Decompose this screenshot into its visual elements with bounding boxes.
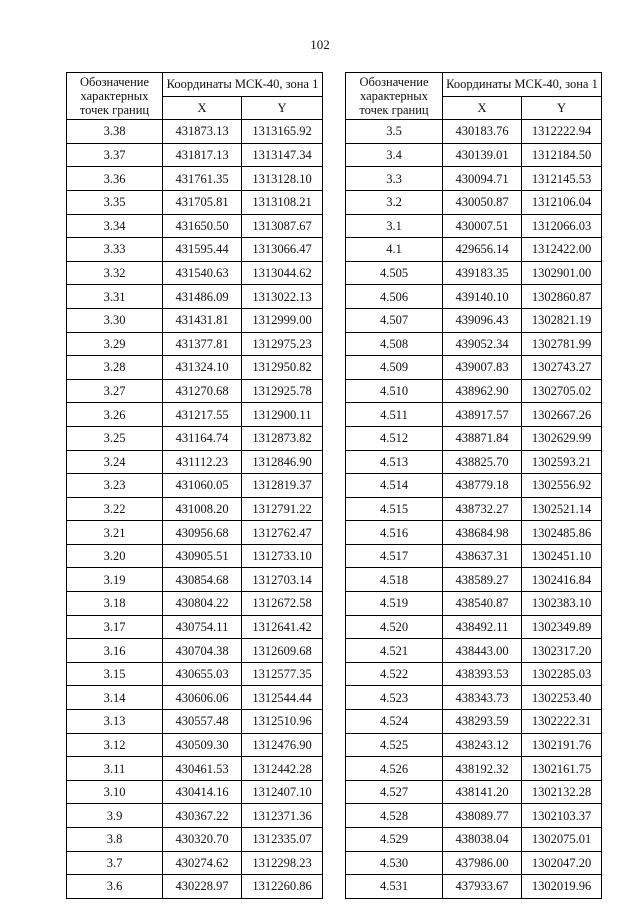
x-coordinate-cell: 431164.74: [163, 426, 242, 450]
x-coordinate-cell: 431324.10: [163, 356, 242, 380]
x-coordinate-cell: 438684.98: [443, 521, 522, 545]
table-row: [346, 497, 602, 521]
table-row: [67, 474, 323, 498]
x-coordinate-cell: 438293.59: [443, 710, 522, 734]
y-coordinate-cell: 1302901.00: [522, 261, 602, 285]
y-coordinate-cell: 1312510.96: [242, 710, 323, 734]
table-row: [67, 568, 323, 592]
point-id-cell: 4.524: [346, 710, 443, 734]
point-id-cell: 3.23: [67, 474, 163, 498]
y-coordinate-cell: 1313165.92: [242, 120, 323, 144]
point-id-cell: 4.518: [346, 568, 443, 592]
y-coordinate-cell: 1302860.87: [522, 285, 602, 309]
y-coordinate-cell: 1302161.75: [522, 757, 602, 781]
table-row: [67, 190, 323, 214]
x-coordinate-cell: 438825.70: [443, 450, 522, 474]
point-id-cell: 4.1: [346, 238, 443, 262]
point-id-cell: 3.38: [67, 120, 163, 144]
point-id-cell: 4.516: [346, 521, 443, 545]
y-coordinate-cell: 1302222.31: [522, 710, 602, 734]
table-row: [67, 615, 323, 639]
table-row: [67, 733, 323, 757]
y-coordinate-cell: 1312609.68: [242, 639, 323, 663]
y-coordinate-cell: 1302521.14: [522, 497, 602, 521]
x-coordinate-cell: 438962.90: [443, 379, 522, 403]
table-row: [346, 710, 602, 734]
table-row: [67, 450, 323, 474]
x-coordinate-cell: 438779.18: [443, 474, 522, 498]
table-row: [346, 120, 602, 144]
header-y: Y: [242, 96, 323, 120]
y-coordinate-cell: 1302416.84: [522, 568, 602, 592]
y-coordinate-cell: 1312925.78: [242, 379, 323, 403]
table-row: [67, 214, 323, 238]
y-coordinate-cell: 1312442.28: [242, 757, 323, 781]
y-coordinate-cell: 1312672.58: [242, 592, 323, 616]
table-row: [67, 828, 323, 852]
point-id-cell: 3.37: [67, 143, 163, 167]
table-row: [67, 662, 323, 686]
table-row: [67, 356, 323, 380]
point-id-cell: 3.4: [346, 143, 443, 167]
header-coordinates: Координаты МСК-40, зона 1: [443, 73, 602, 97]
point-id-cell: 4.526: [346, 757, 443, 781]
y-coordinate-cell: 1302667.26: [522, 403, 602, 427]
x-coordinate-cell: 438141.20: [443, 780, 522, 804]
point-id-cell: 4.505: [346, 261, 443, 285]
point-id-cell: 3.1: [346, 214, 443, 238]
point-id-cell: 4.520: [346, 615, 443, 639]
y-coordinate-cell: 1302383.10: [522, 592, 602, 616]
table-row: [346, 757, 602, 781]
table-row: [346, 568, 602, 592]
y-coordinate-cell: 1312544.44: [242, 686, 323, 710]
table-row: [67, 308, 323, 332]
x-coordinate-cell: 438393.53: [443, 662, 522, 686]
x-coordinate-cell: 430183.76: [443, 120, 522, 144]
point-id-cell: 4.508: [346, 332, 443, 356]
x-coordinate-cell: 430509.30: [163, 733, 242, 757]
table-row: [346, 403, 602, 427]
y-coordinate-cell: 1312298.23: [242, 851, 323, 875]
y-coordinate-cell: 1302103.37: [522, 804, 602, 828]
x-coordinate-cell: 431431.81: [163, 308, 242, 332]
y-coordinate-cell: 1312791.22: [242, 497, 323, 521]
table-row: [346, 662, 602, 686]
x-coordinate-cell: 438038.04: [443, 828, 522, 852]
point-id-cell: 4.522: [346, 662, 443, 686]
y-coordinate-cell: 1302075.01: [522, 828, 602, 852]
x-coordinate-cell: 430367.22: [163, 804, 242, 828]
x-coordinate-cell: 431817.13: [163, 143, 242, 167]
y-coordinate-cell: 1312733.10: [242, 544, 323, 568]
table-row: [346, 521, 602, 545]
y-coordinate-cell: 1312145.53: [522, 167, 602, 191]
y-coordinate-cell: 1313044.62: [242, 261, 323, 285]
x-coordinate-cell: 431270.68: [163, 379, 242, 403]
x-coordinate-cell: 431761.35: [163, 167, 242, 191]
point-id-cell: 3.16: [67, 639, 163, 663]
y-coordinate-cell: 1312975.23: [242, 332, 323, 356]
point-id-cell: 4.529: [346, 828, 443, 852]
point-id-cell: 3.26: [67, 403, 163, 427]
y-coordinate-cell: 1302019.96: [522, 875, 602, 899]
x-coordinate-cell: 431008.20: [163, 497, 242, 521]
x-coordinate-cell: 439140.10: [443, 285, 522, 309]
x-coordinate-cell: 438540.87: [443, 592, 522, 616]
x-coordinate-cell: 438492.11: [443, 615, 522, 639]
table-row: [346, 356, 602, 380]
y-coordinate-cell: 1312999.00: [242, 308, 323, 332]
table-row: [346, 285, 602, 309]
point-id-cell: 4.515: [346, 497, 443, 521]
x-coordinate-cell: 431377.81: [163, 332, 242, 356]
table-row: [346, 308, 602, 332]
y-coordinate-cell: 1312846.90: [242, 450, 323, 474]
x-coordinate-cell: 430905.51: [163, 544, 242, 568]
x-coordinate-cell: 431060.05: [163, 474, 242, 498]
x-coordinate-cell: 439007.83: [443, 356, 522, 380]
point-id-cell: 4.523: [346, 686, 443, 710]
table-row: [67, 261, 323, 285]
x-coordinate-cell: 431873.13: [163, 120, 242, 144]
point-id-cell: 4.514: [346, 474, 443, 498]
y-coordinate-cell: 1313022.13: [242, 285, 323, 309]
table-row: [346, 450, 602, 474]
x-coordinate-cell: 438917.57: [443, 403, 522, 427]
table-row: [346, 474, 602, 498]
x-coordinate-cell: 438871.84: [443, 426, 522, 450]
table-row: [346, 544, 602, 568]
y-coordinate-cell: 1302317.20: [522, 639, 602, 663]
y-coordinate-cell: 1313128.10: [242, 167, 323, 191]
table-row: [67, 167, 323, 191]
point-id-cell: 3.10: [67, 780, 163, 804]
point-id-cell: 3.19: [67, 568, 163, 592]
table-row: [346, 828, 602, 852]
y-coordinate-cell: 1312335.07: [242, 828, 323, 852]
coordinates-table-left: [66, 72, 323, 899]
table-row: [67, 544, 323, 568]
x-coordinate-cell: 430414.16: [163, 780, 242, 804]
x-coordinate-cell: 431217.55: [163, 403, 242, 427]
table-row: [67, 497, 323, 521]
y-coordinate-cell: 1302705.02: [522, 379, 602, 403]
point-id-cell: 3.32: [67, 261, 163, 285]
y-coordinate-cell: 1312950.82: [242, 356, 323, 380]
point-id-cell: 3.7: [67, 851, 163, 875]
point-id-cell: 3.18: [67, 592, 163, 616]
point-id-cell: 4.521: [346, 639, 443, 663]
point-id-cell: 3.13: [67, 710, 163, 734]
header-coordinates: Координаты МСК-40, зона 1: [163, 73, 323, 97]
point-id-cell: 3.34: [67, 214, 163, 238]
point-id-cell: 3.5: [346, 120, 443, 144]
table-row: [67, 521, 323, 545]
x-coordinate-cell: 431486.09: [163, 285, 242, 309]
x-coordinate-cell: 430854.68: [163, 568, 242, 592]
table-row: [67, 757, 323, 781]
y-coordinate-cell: 1302451.10: [522, 544, 602, 568]
point-id-cell: 4.527: [346, 780, 443, 804]
table-row: [346, 639, 602, 663]
header-x: X: [163, 96, 242, 120]
y-coordinate-cell: 1302191.76: [522, 733, 602, 757]
table-row: [67, 143, 323, 167]
x-coordinate-cell: 430704.38: [163, 639, 242, 663]
table-row: [67, 592, 323, 616]
table-row: [346, 592, 602, 616]
point-id-cell: 3.12: [67, 733, 163, 757]
table-row: [346, 686, 602, 710]
table-row: [346, 875, 602, 899]
point-id-cell: 3.25: [67, 426, 163, 450]
y-coordinate-cell: 1312422.00: [522, 238, 602, 262]
x-coordinate-cell: 430050.87: [443, 190, 522, 214]
x-coordinate-cell: 430754.11: [163, 615, 242, 639]
point-id-cell: 3.15: [67, 662, 163, 686]
x-coordinate-cell: 438243.12: [443, 733, 522, 757]
y-coordinate-cell: 1313147.34: [242, 143, 323, 167]
y-coordinate-cell: 1302781.99: [522, 332, 602, 356]
point-id-cell: 3.35: [67, 190, 163, 214]
x-coordinate-cell: 430274.62: [163, 851, 242, 875]
point-id-cell: 3.27: [67, 379, 163, 403]
table-row: [67, 120, 323, 144]
point-id-cell: 3.2: [346, 190, 443, 214]
point-id-cell: 3.24: [67, 450, 163, 474]
table-row: [67, 426, 323, 450]
header-y: Y: [522, 96, 602, 120]
coordinates-table-right: [345, 72, 602, 899]
point-id-cell: 4.511: [346, 403, 443, 427]
y-coordinate-cell: 1312222.94: [522, 120, 602, 144]
table-row: [67, 403, 323, 427]
x-coordinate-cell: 431595.44: [163, 238, 242, 262]
point-id-cell: 3.33: [67, 238, 163, 262]
y-coordinate-cell: 1302743.27: [522, 356, 602, 380]
point-id-cell: 3.21: [67, 521, 163, 545]
x-coordinate-cell: 430557.48: [163, 710, 242, 734]
x-coordinate-cell: 430139.01: [443, 143, 522, 167]
table-row: [346, 733, 602, 757]
y-coordinate-cell: 1312641.42: [242, 615, 323, 639]
x-coordinate-cell: 430007.51: [443, 214, 522, 238]
point-id-cell: 4.519: [346, 592, 443, 616]
y-coordinate-cell: 1312873.82: [242, 426, 323, 450]
table-row: [346, 167, 602, 191]
table-row: [346, 851, 602, 875]
y-coordinate-cell: 1302821.19: [522, 308, 602, 332]
y-coordinate-cell: 1312900.11: [242, 403, 323, 427]
x-coordinate-cell: 438637.31: [443, 544, 522, 568]
table-row: [67, 686, 323, 710]
y-coordinate-cell: 1312371.36: [242, 804, 323, 828]
y-coordinate-cell: 1313087.67: [242, 214, 323, 238]
x-coordinate-cell: 430228.97: [163, 875, 242, 899]
x-coordinate-cell: 439183.35: [443, 261, 522, 285]
y-coordinate-cell: 1302593.21: [522, 450, 602, 474]
table-row: [67, 804, 323, 828]
x-coordinate-cell: 431705.81: [163, 190, 242, 214]
point-id-cell: 4.512: [346, 426, 443, 450]
y-coordinate-cell: 1312762.47: [242, 521, 323, 545]
x-coordinate-cell: 430804.22: [163, 592, 242, 616]
x-coordinate-cell: 437933.67: [443, 875, 522, 899]
y-coordinate-cell: 1302132.28: [522, 780, 602, 804]
x-coordinate-cell: 430094.71: [443, 167, 522, 191]
point-id-cell: 3.28: [67, 356, 163, 380]
y-coordinate-cell: 1313108.21: [242, 190, 323, 214]
x-coordinate-cell: 430461.53: [163, 757, 242, 781]
point-id-cell: 4.510: [346, 379, 443, 403]
table-row: [67, 875, 323, 899]
table-row: [346, 143, 602, 167]
point-id-cell: 3.31: [67, 285, 163, 309]
y-coordinate-cell: 1302485.86: [522, 521, 602, 545]
table-row: [346, 261, 602, 285]
x-coordinate-cell: 438589.27: [443, 568, 522, 592]
point-id-cell: 4.509: [346, 356, 443, 380]
page-number: 102: [310, 37, 330, 52]
y-coordinate-cell: 1312819.37: [242, 474, 323, 498]
x-coordinate-cell: 438343.73: [443, 686, 522, 710]
y-coordinate-cell: 1302285.03: [522, 662, 602, 686]
x-coordinate-cell: 431112.23: [163, 450, 242, 474]
point-id-cell: 3.17: [67, 615, 163, 639]
table-row: [67, 710, 323, 734]
y-coordinate-cell: 1313066.47: [242, 238, 323, 262]
y-coordinate-cell: 1312476.90: [242, 733, 323, 757]
y-coordinate-cell: 1302556.92: [522, 474, 602, 498]
point-id-cell: 3.14: [67, 686, 163, 710]
y-coordinate-cell: 1302253.40: [522, 686, 602, 710]
y-coordinate-cell: 1302629.99: [522, 426, 602, 450]
table-row: [67, 851, 323, 875]
x-coordinate-cell: 438443.00: [443, 639, 522, 663]
table-row: [346, 379, 602, 403]
header-point-designation: Обозначение характерных точек границ: [67, 73, 163, 120]
point-id-cell: 3.22: [67, 497, 163, 521]
table-row: [67, 238, 323, 262]
table-row: [346, 332, 602, 356]
x-coordinate-cell: 438192.32: [443, 757, 522, 781]
point-id-cell: 4.528: [346, 804, 443, 828]
y-coordinate-cell: 1312703.14: [242, 568, 323, 592]
point-id-cell: 4.507: [346, 308, 443, 332]
y-coordinate-cell: 1312106.04: [522, 190, 602, 214]
x-coordinate-cell: 430320.70: [163, 828, 242, 852]
x-coordinate-cell: 438089.77: [443, 804, 522, 828]
x-coordinate-cell: 437986.00: [443, 851, 522, 875]
point-id-cell: 3.30: [67, 308, 163, 332]
x-coordinate-cell: 438732.27: [443, 497, 522, 521]
point-id-cell: 3.3: [346, 167, 443, 191]
point-id-cell: 3.29: [67, 332, 163, 356]
point-id-cell: 4.506: [346, 285, 443, 309]
table-row: [346, 238, 602, 262]
y-coordinate-cell: 1312066.03: [522, 214, 602, 238]
point-id-cell: 3.8: [67, 828, 163, 852]
x-coordinate-cell: 430606.06: [163, 686, 242, 710]
y-coordinate-cell: 1302047.20: [522, 851, 602, 875]
x-coordinate-cell: 439096.43: [443, 308, 522, 332]
table-row: [67, 332, 323, 356]
table-row: [346, 214, 602, 238]
point-id-cell: 4.513: [346, 450, 443, 474]
x-coordinate-cell: 430655.03: [163, 662, 242, 686]
table-row: [67, 379, 323, 403]
point-id-cell: 3.36: [67, 167, 163, 191]
point-id-cell: 3.11: [67, 757, 163, 781]
table-row: [67, 285, 323, 309]
table-row: [346, 804, 602, 828]
y-coordinate-cell: 1312184.50: [522, 143, 602, 167]
y-coordinate-cell: 1302349.89: [522, 615, 602, 639]
x-coordinate-cell: 439052.34: [443, 332, 522, 356]
table-row: [346, 615, 602, 639]
header-x: X: [443, 96, 522, 120]
y-coordinate-cell: 1312407.10: [242, 780, 323, 804]
point-id-cell: 4.525: [346, 733, 443, 757]
header-point-designation: Обозначение характерных точек границ: [346, 73, 443, 120]
table-row: [346, 780, 602, 804]
y-coordinate-cell: 1312577.35: [242, 662, 323, 686]
point-id-cell: 4.517: [346, 544, 443, 568]
point-id-cell: 3.9: [67, 804, 163, 828]
x-coordinate-cell: 431540.63: [163, 261, 242, 285]
table-row: [67, 639, 323, 663]
x-coordinate-cell: 430956.68: [163, 521, 242, 545]
y-coordinate-cell: 1312260.86: [242, 875, 323, 899]
table-row: [346, 426, 602, 450]
table-row: [67, 780, 323, 804]
point-id-cell: 3.20: [67, 544, 163, 568]
point-id-cell: 3.6: [67, 875, 163, 899]
x-coordinate-cell: 431650.50: [163, 214, 242, 238]
table-row: [346, 190, 602, 214]
point-id-cell: 4.531: [346, 875, 443, 899]
point-id-cell: 4.530: [346, 851, 443, 875]
x-coordinate-cell: 429656.14: [443, 238, 522, 262]
